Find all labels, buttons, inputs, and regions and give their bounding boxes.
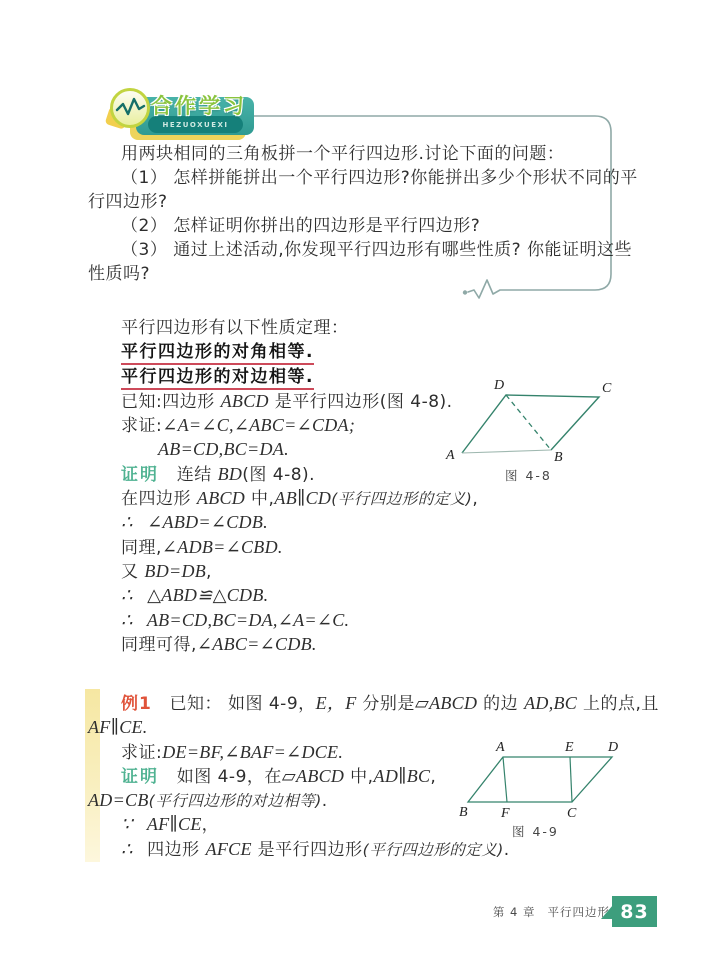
text-segment: 已知： 如图 4-9， [151,694,316,714]
proof-label: 证明 [121,464,159,485]
text-line [88,190,618,214]
theorem-underline [121,367,314,390]
text-segment: 分别是 [356,694,415,714]
example-label: 例1 [121,694,152,714]
theorem-underline [121,342,314,365]
text-segment: ∵ AF∥CE [121,814,202,835]
text-segment: . [503,839,510,860]
text-segment: ∠ADB=∠CBD. [161,536,283,557]
text-line [88,559,618,583]
text-segment: ABCD [196,488,246,509]
text-segment: （3） 通过上述活动,你发现平行四边形有哪些性质? 你能证明这些 [121,240,633,260]
vertex-label: F [501,806,510,821]
text-line [88,316,618,340]
text-line [88,715,618,739]
footer-chapter: 第 4 章 [492,905,536,919]
text-segment: ▱ABCD [281,765,345,786]
activity-badge-title: 合作学习 [151,94,247,118]
text-segment: ∠ABC=∠CDB. [196,633,317,654]
text-segment: 同理, [121,537,162,558]
text-segment: 已知:四边形 [121,391,221,412]
page-number: 83 [620,900,649,923]
vertex-label: B [554,450,563,465]
proof-label: 证明 [121,766,159,787]
text-segment: ∴ AB=CD,BC=DA,∠A=∠C. [121,609,350,630]
text-segment: (图 4-8). [242,464,316,485]
text-line [88,632,618,656]
text-segment: (平行四边形的对边相等) [148,792,322,811]
text-segment: 性质吗? [88,264,151,284]
text-segment: 同理可得, [121,634,197,655]
text-segment: . [321,791,328,812]
text-line [88,608,618,632]
text-segment: 的边 [477,694,525,714]
text-segment: BD=DB [144,560,207,581]
text-segment: 在四边形 [121,489,197,510]
text-segment: 是平行四边形 [251,839,363,860]
text-segment: , [206,561,212,582]
pulse-icon [110,88,150,128]
activity-badge-pinyin: HEZUOXUEXI [148,116,243,133]
text-segment: (平行四边形的定义) [331,490,473,509]
text-segment: E，F [315,693,357,713]
text-line [88,142,618,166]
text-segment: AFCE [205,838,252,859]
text-segment: ABCD [220,390,269,411]
vertex-label: A [496,740,505,755]
text-line [88,837,618,861]
text-segment: ∠A=∠C,∠ABC=∠CDA; [162,415,356,436]
text-segment: ∴ ∠ABD=∠CDB. [121,512,268,533]
text-segment: AB=CD,BC=DA. [158,439,289,460]
text-segment: 求证: [121,416,163,437]
text-segment: AF∥CE. [88,717,148,738]
figure-caption: 图 4-9 [512,824,559,839]
text-segment: ∴ △ABD≌△CDB. [121,585,269,606]
text-segment: , [430,766,437,787]
text-line [88,583,618,607]
vertex-label: D [608,740,619,755]
figure-4-9 [443,740,668,835]
page-number-badge [612,896,657,927]
text-segment: 是平行四边形(图 4-8). [268,391,453,412]
text-segment: 求证: [121,742,163,763]
text-line [88,214,618,238]
text-segment: 平行四边形的对边相等. [121,366,314,387]
text-segment: , [472,489,479,510]
text-line [88,486,618,510]
text-segment: 连结 [159,464,218,485]
text-segment: AD∥BC [373,765,431,786]
text-segment: 平行四边形有以下性质定理： [121,318,349,338]
text-line [88,691,659,715]
text-segment: （1） 怎样拼能拼出一个平行四边形?你能拼出多少个形状不同的平 [121,168,638,188]
text-segment: 四边形 [147,839,206,860]
text-line [88,262,618,286]
vertex-label: D [494,378,505,393]
vertex-label: C [602,381,612,396]
activity-box-text [88,142,638,286]
text-segment: ， [201,815,220,836]
text-line [88,238,633,262]
text-segment: ∴ [121,838,148,859]
text-line [88,535,618,559]
text-segment: (平行四边形的定义) [362,840,504,859]
text-segment: 中, [344,766,374,787]
text-line [88,166,638,190]
vertex-label: B [459,805,468,820]
text-segment: BD [217,463,243,484]
theorem-statement [88,340,618,364]
text-segment: 平行四边形的对角相等. [121,342,314,363]
text-segment: 上的点,且 [577,694,659,714]
text-segment: AD=CB [88,790,149,811]
vertex-label: C [567,806,577,821]
footer-section-title: 平行四边形 [547,905,610,919]
theorem-proof-section [88,316,618,656]
figure-caption: 图 4-8 [505,468,552,483]
text-segment: 中, [245,489,275,510]
text-segment: （2） 怎样证明你拼出的四边形是平行四边形? [121,216,481,236]
text-segment: 如图 4-9，在 [159,766,282,787]
vertex-label: E [565,740,574,755]
text-segment: 又 [121,561,145,582]
page-badge-pointer-icon [601,905,613,919]
text-segment: 行四边形? [88,192,168,212]
text-segment: 用两块相同的三角板拼一个平行四边形.讨论下面的问题： [121,144,565,164]
text-segment: AD,BC [524,693,578,713]
text-line [88,510,618,534]
text-segment: DE=BF,∠BAF=∠DCE. [162,741,344,762]
text-segment: AB∥CD [274,488,332,509]
vertex-label: A [446,448,455,463]
footer [470,904,610,920]
text-segment: ▱ABCD [414,693,478,713]
